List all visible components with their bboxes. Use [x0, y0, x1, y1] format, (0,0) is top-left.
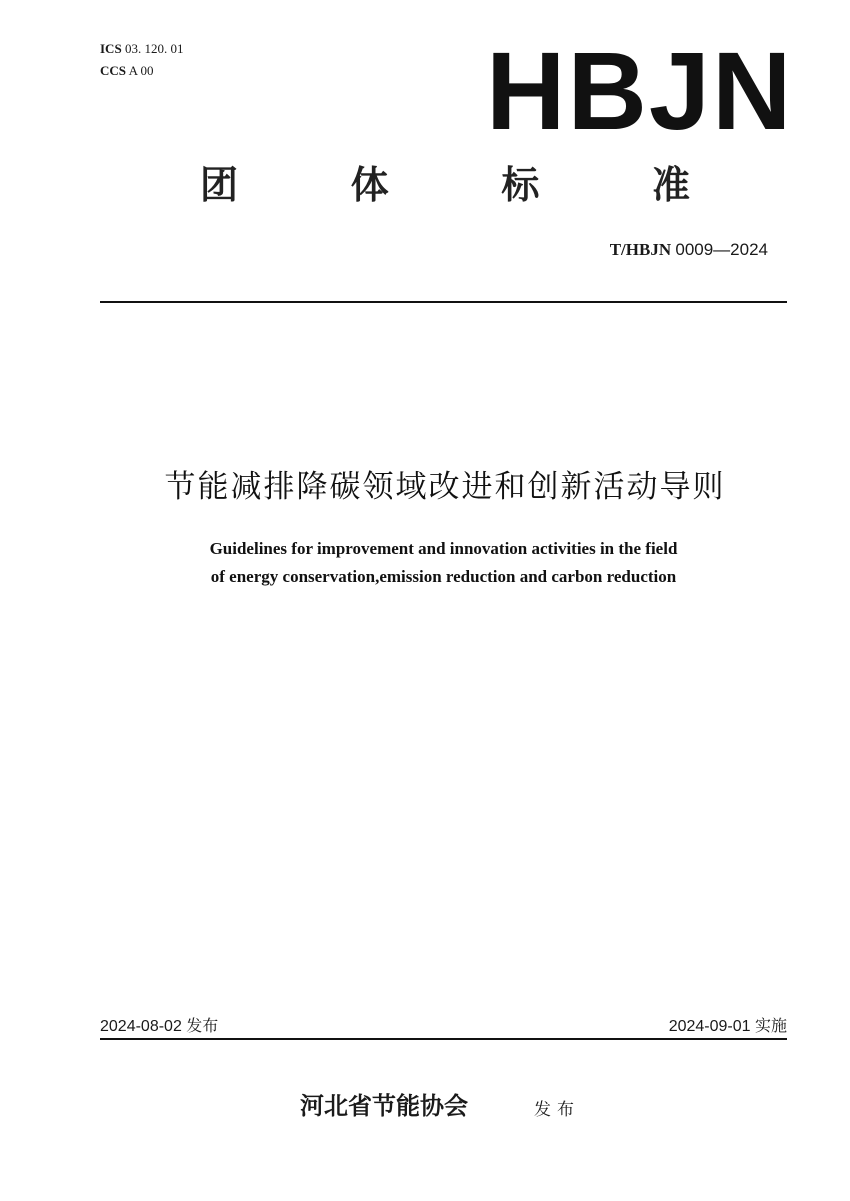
publisher-suffix: 发布: [534, 1100, 580, 1119]
title-english-line-2: of energy conservation,emission reduction and carbon reduction: [210, 567, 677, 586]
standard-code-prefix: T/HBJN: [609, 240, 672, 259]
publisher-name: 河北省节能协会: [300, 1094, 468, 1120]
publish-date: 2024-08-02 发布: [100, 1018, 219, 1035]
ics-code: [100, 40, 183, 58]
document-title-chinese: 节能减排降碳领域改进和创新活动导则: [164, 469, 726, 504]
ics-label: ICS: [100, 41, 122, 56]
standard-type-char-3: 标: [501, 165, 540, 207]
standard-type: [200, 162, 690, 210]
standard-type-char-2: 体: [350, 165, 389, 207]
ccs-value: A 00: [128, 63, 154, 78]
top-divider: [100, 301, 787, 303]
hbjn-logo: HBJN: [486, 30, 794, 153]
ics-value: 03. 120. 01: [124, 41, 184, 56]
title-english-line-1: Guidelines for improvement and innovation activities in the field: [209, 539, 678, 558]
standard-code: [610, 238, 768, 262]
ccs-label: CCS: [100, 63, 127, 78]
standard-type-char-1: 团: [200, 165, 239, 207]
ccs-code: [100, 62, 153, 80]
document-title-english: [100, 535, 787, 591]
standard-type-char-4: 准: [651, 165, 690, 207]
implementation-date: 2024-09-01 实施: [668, 1018, 787, 1035]
bottom-divider: [100, 1038, 787, 1040]
standard-code-number: 0009—2024: [675, 240, 768, 259]
